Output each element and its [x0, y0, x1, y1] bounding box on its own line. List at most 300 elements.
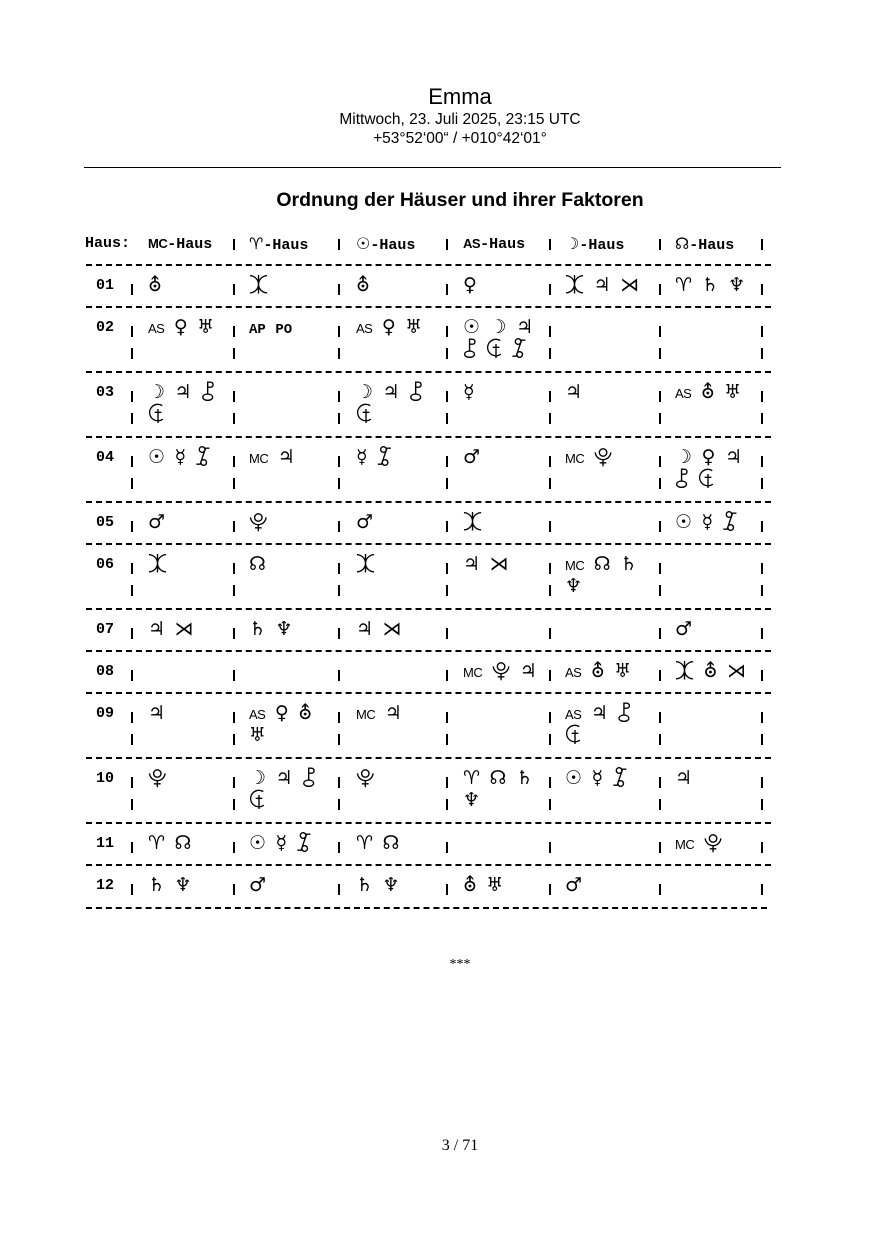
column-divider	[446, 628, 448, 639]
column-divider	[338, 884, 340, 895]
column-divider	[446, 456, 448, 467]
house-factor-cell	[148, 832, 191, 854]
column-divider	[761, 777, 763, 788]
house-factor-cell	[249, 446, 295, 470]
column-divider	[131, 628, 133, 639]
factor-glyph: ♃	[675, 767, 693, 789]
factor-glyph: ♅	[486, 874, 504, 896]
column-divider	[338, 478, 340, 489]
column-divider	[549, 777, 551, 788]
house-factor-cell	[356, 874, 400, 896]
factor-glyph: ⯓	[703, 832, 723, 854]
column-divider	[131, 478, 133, 489]
factor-glyph: ⛢	[298, 702, 313, 724]
column-divider	[233, 326, 235, 337]
factor-glyph: ⯰	[148, 553, 168, 575]
column-glyph: AS	[463, 236, 481, 251]
row-separator	[86, 864, 771, 866]
column-divider	[659, 712, 661, 723]
factor-glyph: ⯡	[485, 338, 503, 360]
column-divider	[659, 585, 661, 596]
factor-glyph: ♂	[565, 874, 583, 896]
row-separator	[86, 501, 771, 503]
column-divider	[659, 799, 661, 810]
column-divider	[338, 712, 340, 723]
house-factor-cell	[675, 381, 741, 405]
house-factor-cell	[675, 446, 742, 468]
factor-glyph: ☊	[382, 832, 400, 854]
column-divider	[446, 391, 448, 402]
factor-glyph: ☉	[675, 511, 693, 533]
factor-glyph: ☽	[249, 767, 267, 789]
factor-glyph: ☿	[701, 511, 714, 533]
column-divider	[659, 563, 661, 574]
factor-glyph: ⯛	[617, 702, 631, 724]
house-factor-cell	[148, 553, 167, 575]
column-divider	[549, 712, 551, 723]
column-divider	[338, 413, 340, 424]
column-divider	[549, 563, 551, 574]
factor-glyph: ⋊	[620, 274, 640, 296]
column-divider	[131, 456, 133, 467]
factor-glyph: ☽	[148, 381, 166, 403]
house-number: 10	[96, 770, 115, 787]
column-divider	[338, 799, 340, 810]
column-divider	[446, 799, 448, 810]
factor-glyph: ♂	[356, 511, 374, 533]
house-factor-cell	[356, 403, 372, 425]
factor-glyph: ♃	[356, 618, 374, 640]
column-divider	[233, 563, 235, 574]
factor-glyph: ⯛	[463, 338, 477, 360]
house-number: 11	[96, 835, 115, 852]
house-factor-cell	[249, 874, 266, 896]
factor-glyph: ⯰	[249, 274, 269, 296]
factor-glyph: MC	[356, 707, 376, 722]
column-divider	[446, 734, 448, 745]
factor-glyph: ♈	[463, 767, 481, 789]
house-factor-cell	[148, 618, 194, 640]
factor-glyph: ⯛	[302, 767, 316, 789]
house-factor-cell	[463, 660, 537, 684]
column-divider	[338, 391, 340, 402]
column-divider	[549, 628, 551, 639]
factor-glyph: ☉	[565, 767, 583, 789]
factor-glyph: MC	[675, 837, 695, 852]
factor-glyph: ⛢	[703, 660, 718, 682]
house-factor-cell	[356, 618, 402, 640]
house-factor-cell	[463, 338, 526, 360]
house-factor-cell	[148, 403, 164, 425]
column-divider	[549, 884, 551, 895]
column-divider	[233, 413, 235, 424]
factor-glyph: ♃	[565, 381, 583, 403]
house-factor-cell	[463, 767, 533, 789]
column-divider	[549, 670, 551, 681]
house-factor-cell	[249, 724, 266, 746]
factor-glyph: ♃	[277, 446, 295, 468]
house-factor-cell	[565, 767, 627, 789]
factor-glyph: ⯛	[201, 381, 215, 403]
column-divider	[659, 884, 661, 895]
factor-glyph: AS	[565, 665, 582, 680]
column-glyph: ☉	[356, 234, 371, 253]
column-divider	[761, 391, 763, 402]
column-glyph: MC	[148, 236, 168, 251]
factor-glyph: ☊	[174, 832, 192, 854]
factor-glyph: ♃	[593, 274, 611, 296]
column-suffix: -Haus	[689, 237, 735, 254]
factor-glyph: ♃	[516, 316, 534, 338]
factor-glyph: ♀	[701, 446, 716, 468]
column-divider	[446, 348, 448, 359]
column-suffix: -Haus	[579, 237, 625, 254]
factor-glyph: ⯓	[148, 767, 167, 789]
factor-glyph: ⯙	[296, 832, 311, 854]
column-divider	[338, 563, 340, 574]
column-divider	[233, 239, 235, 250]
column-divider	[659, 326, 661, 337]
column-divider	[446, 478, 448, 489]
factor-glyph: ⯙	[722, 511, 737, 533]
house-factor-cell	[675, 767, 692, 789]
column-divider	[446, 585, 448, 596]
factor-glyph: ♂	[675, 618, 693, 640]
column-divider	[549, 799, 551, 810]
house-factor-cell	[356, 316, 422, 340]
column-divider	[549, 239, 551, 250]
house-factor-cell	[249, 702, 312, 726]
factor-glyph: ⛢	[590, 660, 605, 682]
row-separator	[86, 543, 771, 545]
column-divider	[659, 628, 661, 639]
factor-glyph: ♄	[515, 767, 533, 789]
factor-glyph: ⯰	[356, 553, 376, 575]
row-separator	[86, 436, 771, 438]
row-separator	[86, 264, 771, 266]
column-divider	[233, 391, 235, 402]
factor-glyph: ⯙	[612, 767, 627, 789]
factor-glyph: ⯰	[675, 660, 695, 682]
house-factor-cell	[249, 553, 266, 575]
column-divider	[659, 734, 661, 745]
column-divider	[549, 734, 551, 745]
house-factor-cell	[675, 832, 722, 856]
column-glyph: ☊	[675, 234, 690, 253]
house-factor-cell	[249, 511, 268, 533]
column-divider	[131, 670, 133, 681]
column-divider	[659, 391, 661, 402]
row-separator	[86, 757, 771, 759]
house-factor-cell	[356, 446, 391, 468]
column-divider	[761, 799, 763, 810]
house-factor-cell	[356, 832, 399, 854]
factor-glyph: ⋊	[382, 618, 402, 640]
column-glyph: ♈	[249, 234, 264, 253]
column-divider	[549, 585, 551, 596]
factor-glyph: ♈	[356, 832, 374, 854]
factor-glyph: ⯙	[511, 338, 527, 360]
factor-glyph: ⛢	[700, 381, 715, 403]
house-factor-cell	[565, 724, 581, 746]
column-suffix: -Haus	[480, 236, 526, 253]
column-divider	[761, 239, 763, 250]
house-factor-cell	[148, 316, 214, 340]
house-factor-cell	[356, 702, 402, 726]
factor-glyph: AS	[356, 321, 373, 336]
column-divider	[131, 884, 133, 895]
factor-glyph: ♃	[382, 381, 400, 403]
factor-glyph: ♆	[382, 874, 400, 896]
factor-glyph: AS	[249, 707, 266, 722]
factor-glyph: AS	[565, 707, 582, 722]
house-number: 03	[96, 384, 115, 401]
house-factor-cell	[675, 468, 714, 490]
column-divider	[549, 391, 551, 402]
column-divider	[761, 348, 763, 359]
factor-glyph: ♄	[701, 274, 719, 296]
house-factor-cell	[463, 789, 480, 811]
column-divider	[446, 326, 448, 337]
column-divider	[338, 670, 340, 681]
house-factor-cell	[565, 381, 582, 403]
column-divider	[549, 478, 551, 489]
column-divider	[659, 521, 661, 532]
factor-glyph: ⯰	[565, 274, 585, 296]
house-factor-cell	[148, 767, 167, 789]
column-divider	[446, 777, 448, 788]
factor-glyph: AS	[675, 386, 692, 401]
factor-glyph: ♈	[675, 274, 693, 296]
factor-glyph: ⯓	[491, 660, 511, 682]
house-number: 06	[96, 556, 115, 573]
column-divider	[761, 884, 763, 895]
factor-glyph: MC	[463, 665, 483, 680]
house-factor-cell	[249, 618, 293, 640]
factor-glyph: ♂	[463, 446, 481, 468]
factor-glyph: ☊	[489, 767, 507, 789]
factor-glyph: ♃	[463, 553, 481, 575]
house-factor-cell	[148, 511, 165, 533]
house-factor-cell	[463, 511, 482, 533]
row-separator	[86, 822, 771, 824]
column-divider	[233, 799, 235, 810]
house-factor-cell	[675, 511, 737, 533]
factor-glyph: ♃	[148, 702, 166, 724]
table-title: Ordnung der Häuser und ihrer Faktoren	[276, 189, 644, 211]
column-divider	[761, 563, 763, 574]
column-divider	[446, 670, 448, 681]
factor-glyph: ☊	[249, 553, 266, 575]
factor-glyph: ⯡	[356, 403, 373, 425]
factor-glyph: ☽	[489, 316, 507, 338]
factor-glyph: ☉	[463, 316, 481, 338]
column-divider	[338, 521, 340, 532]
column-divider	[549, 842, 551, 853]
column-divider	[659, 777, 661, 788]
house-factor-cell	[356, 274, 370, 296]
column-header-haus: Haus:	[85, 235, 131, 252]
column-divider	[233, 585, 235, 596]
factor-glyph: ♃	[384, 702, 402, 724]
house-number: 05	[96, 514, 115, 531]
factor-glyph: ⯡	[249, 789, 266, 811]
column-divider	[131, 391, 133, 402]
factor-glyph: ☿	[356, 446, 368, 468]
factor-glyph: ♅	[405, 316, 423, 338]
column-glyph: ☽	[565, 234, 580, 253]
factor-glyph: ♄	[356, 874, 374, 896]
row-separator	[86, 608, 771, 610]
factor-glyph: ☽	[675, 446, 693, 468]
factor-glyph: ♃	[590, 702, 608, 724]
factor-glyph: ♅	[614, 660, 632, 682]
factor-glyph: ♃	[148, 618, 166, 640]
house-factor-cell	[463, 274, 477, 296]
house-factor-cell	[675, 660, 746, 682]
column-divider	[761, 456, 763, 467]
house-factor-cell	[565, 575, 582, 597]
house-factor-cell	[675, 274, 745, 296]
factor-glyph: ⯓	[249, 511, 268, 533]
column-divider	[761, 326, 763, 337]
column-divider	[338, 777, 340, 788]
column-divider	[338, 284, 340, 295]
factor-glyph: ♃	[724, 446, 743, 468]
column-divider	[446, 842, 448, 853]
column-divider	[131, 521, 133, 532]
column-divider	[338, 585, 340, 596]
column-divider	[659, 284, 661, 295]
factor-glyph: ⛢	[356, 274, 370, 296]
column-divider	[233, 478, 235, 489]
house-number: 01	[96, 277, 115, 294]
factor-glyph: MC	[249, 451, 269, 466]
column-divider	[338, 348, 340, 359]
factor-glyph: MC	[565, 451, 585, 466]
column-divider	[659, 239, 661, 250]
house-number: 09	[96, 705, 115, 722]
column-divider	[233, 734, 235, 745]
factor-glyph: ☿	[275, 832, 288, 854]
column-divider	[233, 456, 235, 467]
column-divider	[446, 884, 448, 895]
house-factor-cell	[463, 874, 503, 896]
factor-glyph: ⋊	[489, 553, 509, 575]
column-divider	[338, 326, 340, 337]
column-divider	[761, 712, 763, 723]
factor-glyph: ♂	[148, 511, 166, 533]
column-divider	[338, 239, 340, 250]
house-factor-cell	[249, 274, 268, 296]
column-divider	[761, 284, 763, 295]
factor-glyph: PO	[275, 322, 293, 338]
factor-glyph: ♀	[173, 316, 188, 338]
column-divider	[338, 456, 340, 467]
column-header	[463, 235, 525, 254]
section-separator: ***	[449, 957, 471, 972]
chart-date: Mittwoch, 23. Juli 2025, 23:15 UTC	[339, 111, 581, 128]
column-divider	[446, 521, 448, 532]
house-factor-cell	[463, 316, 533, 338]
factor-glyph: ⯙	[195, 446, 210, 468]
column-divider	[549, 456, 551, 467]
house-factor-cell	[565, 660, 631, 684]
factor-glyph: ⯛	[675, 468, 689, 490]
factor-glyph: ⛢	[148, 274, 162, 296]
factor-glyph: ♆	[275, 618, 293, 640]
column-divider	[233, 842, 235, 853]
house-factor-cell	[565, 274, 639, 296]
column-divider	[131, 563, 133, 574]
column-divider	[659, 842, 661, 853]
factor-glyph: ♄	[249, 618, 267, 640]
column-divider	[549, 521, 551, 532]
factor-glyph: ⯡	[148, 403, 165, 425]
column-divider	[131, 585, 133, 596]
factor-glyph: ♆	[565, 575, 583, 597]
column-divider	[338, 628, 340, 639]
factor-glyph: ☉	[249, 832, 267, 854]
column-divider	[338, 734, 340, 745]
house-factor-cell	[565, 874, 582, 896]
factor-glyph: ♄	[620, 553, 638, 575]
column-header	[675, 235, 734, 255]
house-factor-cell	[565, 446, 612, 470]
factor-glyph: ♃	[275, 767, 293, 789]
house-factor-cell	[565, 702, 631, 726]
house-factor-cell	[148, 874, 192, 896]
house-factor-cell	[463, 381, 475, 403]
table-end-rule	[86, 907, 767, 909]
house-factor-cell	[565, 553, 637, 577]
column-header	[356, 235, 415, 255]
column-divider	[446, 563, 448, 574]
factor-glyph: ♂	[249, 874, 267, 896]
column-divider	[233, 670, 235, 681]
factor-glyph: ♃	[174, 381, 192, 403]
house-factor-cell	[249, 789, 265, 811]
factor-glyph: ♅	[724, 381, 742, 403]
column-divider	[446, 284, 448, 295]
factor-glyph: ⯓	[593, 446, 613, 468]
factor-glyph: MC	[565, 558, 585, 573]
column-divider	[761, 413, 763, 424]
column-divider	[233, 628, 235, 639]
house-number: 12	[96, 877, 115, 894]
factor-glyph: ♆	[174, 874, 192, 896]
column-divider	[131, 348, 133, 359]
column-suffix: -Haus	[167, 236, 213, 253]
factor-glyph: ⯡	[565, 724, 582, 746]
column-divider	[549, 284, 551, 295]
house-factor-cell	[148, 446, 210, 468]
house-number: 08	[96, 663, 115, 680]
column-divider	[131, 413, 133, 424]
column-divider	[446, 712, 448, 723]
column-suffix: -Haus	[263, 237, 309, 254]
column-divider	[131, 326, 133, 337]
column-divider	[131, 777, 133, 788]
column-divider	[549, 348, 551, 359]
column-divider	[131, 284, 133, 295]
chart-coordinates: +53°52‘00“ / +010°42‘01°	[373, 130, 547, 147]
factor-glyph: ⋊	[726, 660, 746, 682]
house-number: 02	[96, 319, 115, 336]
factor-glyph: ♄	[148, 874, 166, 896]
house-factor-cell	[463, 553, 509, 575]
row-separator	[86, 371, 771, 373]
